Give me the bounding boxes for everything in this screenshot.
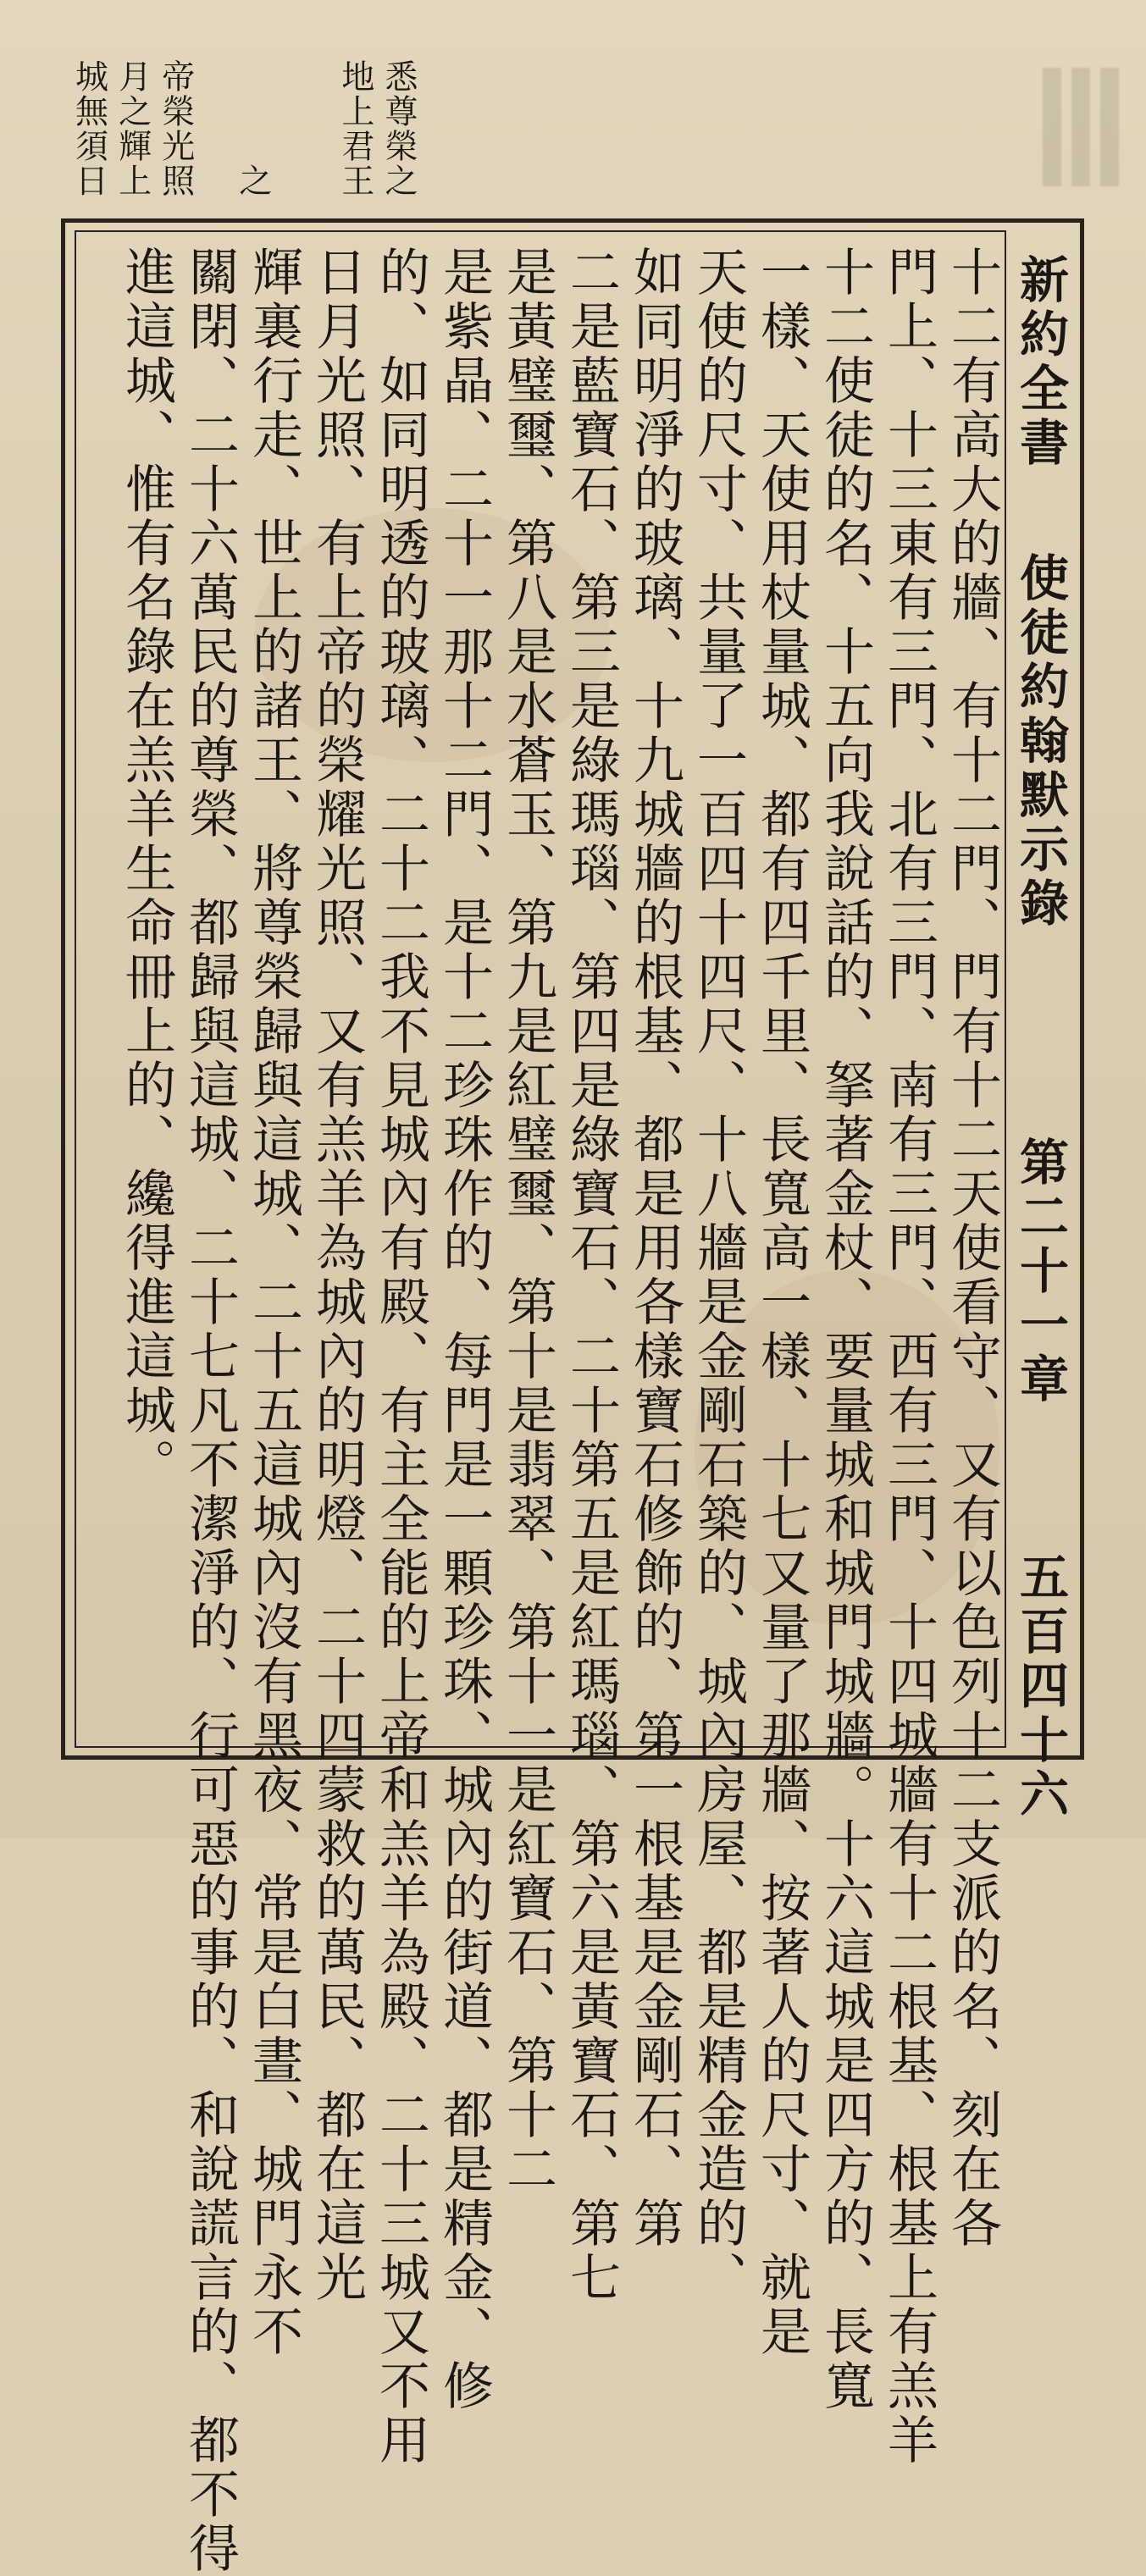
- running-header: [1011, 230, 1084, 1822]
- text-column: 如同明淨的玻璃、十九城牆的根基、都是用各樣寶石修飾的、第一根基是金剛石、第: [625, 246, 684, 2251]
- note-column: 城無須日: [69, 59, 108, 198]
- page-number: 五百四十六: [1011, 1551, 1069, 1822]
- note-column: 帝榮光照: [156, 59, 195, 198]
- text-column: 是紫晶、二十一那十二門、是十二珍珠作的、每門是一顆珍珠、城內的街道、都是精金、修: [435, 246, 494, 2413]
- text-column: 關閉、二十六萬民的尊榮、都歸與這城、二十七凡不潔淨的、行可惡的事的、和說謊言的、都不得: [180, 246, 240, 2576]
- text-column: 門上、十三東有三門、北有三門、南有三門、西有三門、十四城牆有十二根基、根基上有羔羊: [879, 246, 938, 2468]
- text-column: 日月光照、有上帝的榮耀光照、又有羔羊為城內的明燈、二十四蒙救的萬民、都在這光: [307, 246, 367, 2305]
- text-column: 二是藍寶石、第三是綠瑪瑙、第四是綠寶石、二十第五是紅瑪瑙、第六是黃寶石、第七: [562, 246, 621, 2305]
- text-column: 天使的尺寸、共量了一百四十四尺、十八牆是金剛石築的、城內房屋、都是精金造的、: [689, 246, 748, 2305]
- note-column: 月之輝上: [113, 59, 152, 198]
- note-column: 地上君王: [335, 59, 374, 198]
- text-column: 是黃璧璽、第八是水蒼玉、第九是紅璧璽、第十是翡翠、第十一是紅寶石、第十二: [498, 246, 557, 2197]
- text-column: 輝裏行走、世上的諸王、將尊榮歸與這城、二十五這城內沒有黑夜、常是白晝、城門永不: [244, 246, 303, 2359]
- text-column: 十二有高大的牆、有十二門、門有十二天使看守、又有以色列十二支派的名、刻在各: [943, 246, 1002, 2251]
- text-column: 十二使徒的名、十五向我說話的、拏著金杖、要量城和城門城牆。十六這城是四方的、長寬: [816, 246, 875, 2413]
- marginal-note: [69, 59, 418, 202]
- book-title: 新約全書: [1011, 254, 1069, 471]
- bleed-through-text: [1036, 59, 1129, 195]
- text-column: 一樣、天使用杖量城、都有四千里、長寬高一樣、十七又量了那牆、按著人的尺寸、就是: [752, 246, 811, 2359]
- note-column: 之: [233, 163, 272, 198]
- chapter-heading: 第二十一章: [1011, 1136, 1069, 1407]
- book-name: 使徒約翰默示錄: [1011, 552, 1069, 931]
- main-text: [85, 246, 1004, 2576]
- text-column: 進這城、惟有名錄在羔羊生命冊上的、纔得進這城。: [117, 246, 176, 1492]
- text-column: 的、如同明透的玻璃、二十二我不見城內有殿、有主全能的上帝和羔羊為殿、二十三城又不用: [371, 246, 430, 2468]
- note-column: 悉尊榮之: [379, 59, 418, 198]
